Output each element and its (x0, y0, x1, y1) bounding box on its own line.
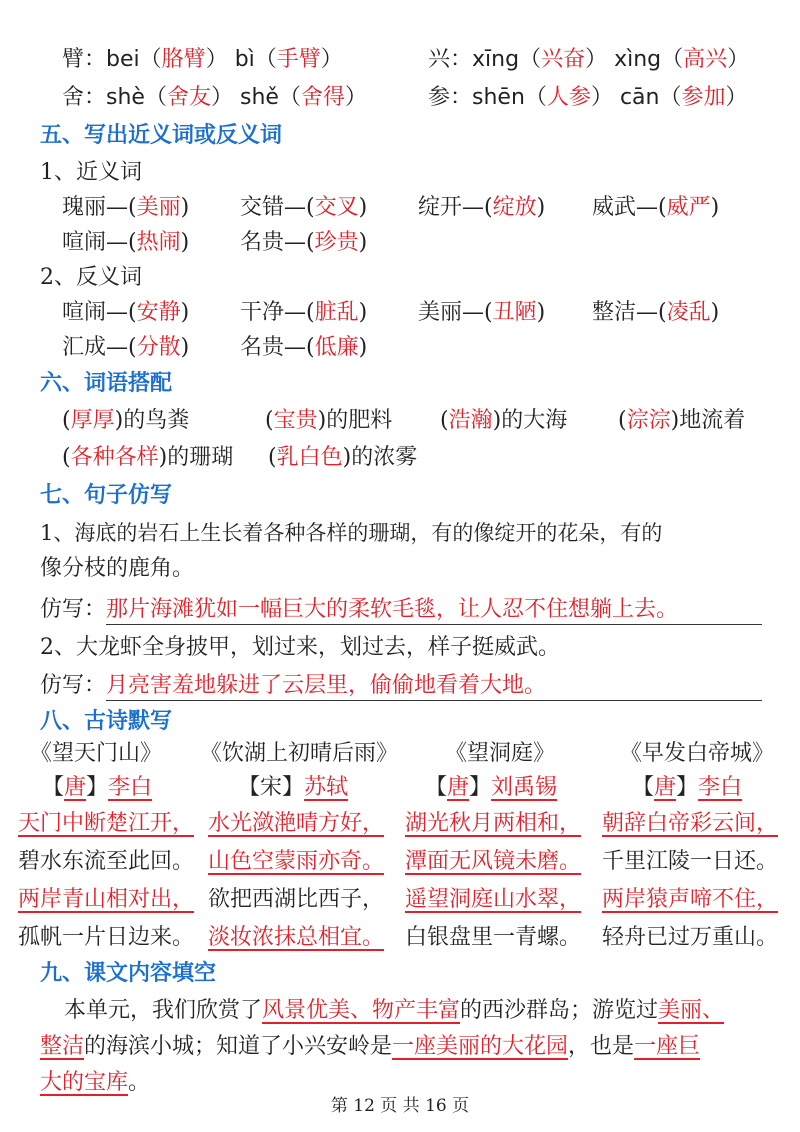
poem-author: 【唐】李白 (42, 775, 153, 800)
antonym-heading: 2、反义词 (40, 265, 142, 290)
poem-line: 欲把西湖比西子， (208, 887, 385, 912)
sentence-1-line-1: 1、海底的岩石上生长着各种各样的珊瑚，有的像绽开的花朵，有的 (40, 521, 663, 545)
poem-line: 潭面无风镜未磨。 (405, 849, 582, 874)
antonym-item: 美丽—(丑陋) (418, 300, 546, 325)
poem-title: 《望洞庭》 (445, 741, 556, 766)
section-9-title: 九、课文内容填空 (40, 961, 217, 986)
answer: 胳臂 (161, 47, 206, 72)
poem-line: 山色空蒙雨亦奇。 (208, 849, 385, 874)
synonym-item: 绽开—(绽放) (418, 195, 546, 220)
page-footer: 第 12 页 共 16 页 (330, 1096, 470, 1116)
poem-title: 《望天门山》 (30, 741, 163, 766)
polyphone-row-2b: 参：shēn（人参） cān（参加） (428, 85, 748, 110)
antonym-item: 喧闹—(安静) (62, 300, 190, 325)
answer: 舍得 (300, 85, 345, 110)
poem-line: 白银盘里一青螺。 (405, 925, 582, 950)
poem-line: 淡妆浓抹总相宜。 (208, 925, 385, 950)
sentence-2: 2、大龙虾全身披甲，划过来，划过去，样子挺威武。 (40, 635, 560, 660)
answer: 舍友 (167, 85, 212, 110)
poem-line: 千里江陵一日还。 (602, 849, 779, 874)
synonym-item: 瑰丽—(美丽) (62, 195, 190, 220)
imitation-2: 仿写：月亮害羞地躲进了云层里，偷偷地看着大地。 (40, 673, 547, 698)
section-8-title: 八、古诗默写 (40, 709, 173, 734)
synonym-item: 名贵—(珍贵) (240, 230, 368, 255)
antonym-item: 整洁—(凌乱) (592, 300, 720, 325)
poem-author: 【宋】苏轼 (238, 775, 349, 800)
fill-paragraph-line-1: 本单元，我们欣赏了风景优美、物产丰富的西沙群岛；游览过美丽、 (64, 998, 725, 1023)
synonym-item: 喧闹—(热闹) (62, 230, 190, 255)
collocation-item: (宝贵)的肥料 (265, 408, 393, 433)
polyphone-row-1b: 兴：xīng（兴奋） xìng（高兴） (428, 47, 750, 72)
synonym-item: 交错—(交叉) (240, 195, 368, 220)
poem-line: 两岸青山相对出， (18, 887, 195, 912)
fill-paragraph-line-2: 整洁的海滨小城；知道了小兴安岭是一座美丽的大花园，也是一座巨 (40, 1034, 701, 1059)
fill-paragraph-line-3: 大的宝库。 (40, 1070, 151, 1095)
answer: 人参 (546, 85, 591, 110)
poem-author: 【唐】李白 (632, 775, 743, 800)
answer: 手臂 (276, 47, 321, 72)
poem-title: 《早发白帝城》 (620, 741, 775, 766)
antonym-item: 名贵—(低廉) (240, 335, 368, 360)
poem-title: 《饮湖上初晴后雨》 (200, 741, 399, 766)
answer: 兴奋 (541, 47, 586, 72)
antonym-item: 干净—(脏乱) (240, 300, 368, 325)
collocation-item: (乳白色)的浓雾 (268, 445, 418, 470)
poem-line: 轻舟已过万重山。 (602, 925, 779, 950)
antonym-item: 汇成—(分散) (62, 335, 190, 360)
poem-line: 遥望洞庭山水翠， (405, 887, 582, 912)
section-5-title: 五、写出近义词或反义词 (40, 123, 283, 148)
poem-line: 孤帆一片日边来。 (18, 925, 195, 950)
polyphone-row-1: 臂：bei（胳臂） bì（手臂） (62, 47, 343, 72)
poem-line: 碧水东流至此回。 (18, 849, 195, 874)
collocation-item: (厚厚)的鸟粪 (62, 408, 190, 433)
poem-line: 朝辞白帝彩云间， (602, 811, 779, 836)
collocation-item: (各种各样)的珊瑚 (62, 445, 234, 470)
polyphone-row-2: 舍：shè（舍友） shě（舍得） (62, 85, 368, 110)
poem-line: 天门中断楚江开， (18, 811, 195, 836)
synonym-heading: 1、近义词 (40, 160, 142, 185)
poem-line: 水光潋滟晴方好， (208, 811, 385, 836)
collocation-item: (淙淙)地流着 (618, 408, 746, 433)
imitation-1: 仿写：那片海滩犹如一幅巨大的柔软毛毯，让人忍不住想躺上去。 (40, 597, 679, 622)
poem-author: 【唐】刘禹锡 (425, 775, 558, 800)
answer: 高兴 (683, 47, 728, 72)
answer-underline (106, 624, 762, 625)
answer: 参加 (681, 85, 726, 110)
synonym-item: 威武—(威严) (592, 195, 720, 220)
answer-underline (106, 700, 762, 701)
section-7-title: 七、句子仿写 (40, 483, 173, 508)
collocation-item: (浩瀚)的大海 (440, 408, 568, 433)
section-6-title: 六、词语搭配 (40, 371, 173, 396)
sentence-1-line-2: 像分枝的鹿角。 (40, 556, 195, 581)
poem-line: 湖光秋月两相和， (405, 811, 582, 836)
poem-line: 两岸猿声啼不住， (602, 887, 779, 912)
